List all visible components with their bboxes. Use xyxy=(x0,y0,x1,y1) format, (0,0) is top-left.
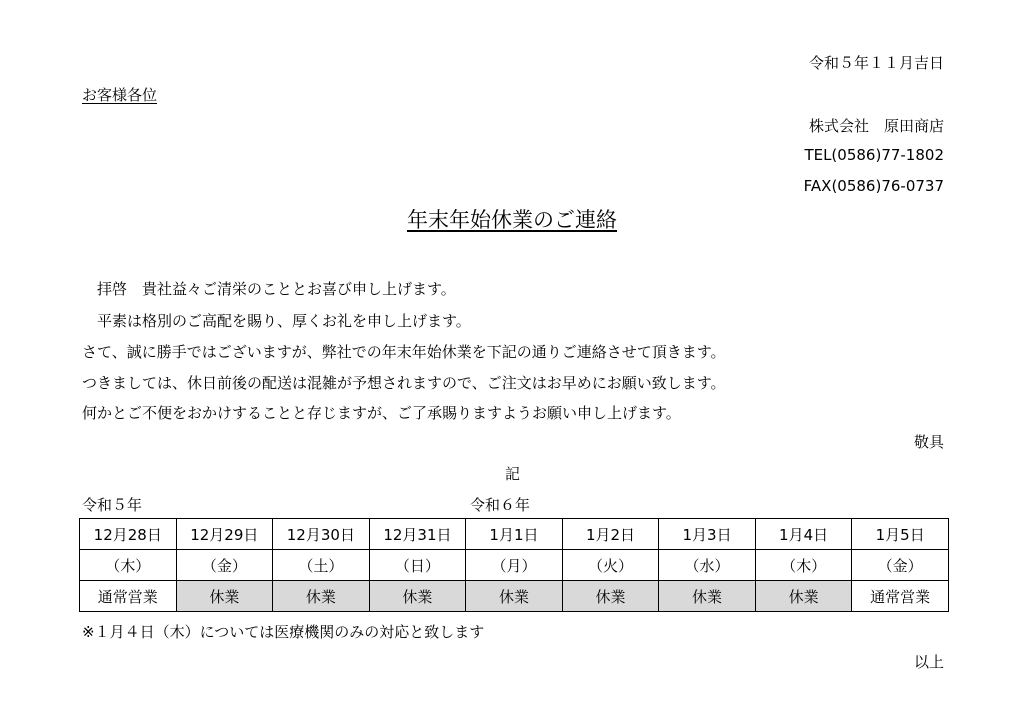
date-cell: 12月28日 xyxy=(80,519,177,550)
holiday-schedule-table xyxy=(79,518,949,612)
weekday-cell: （月） xyxy=(466,550,563,581)
company-name: 株式会社 原田商店 xyxy=(808,117,944,135)
company-tel: TEL(0586)77-1802 xyxy=(804,146,944,164)
weekday-cell: （金） xyxy=(852,550,949,581)
footnote: ※１月４日（木）については医療機関のみの対応と致します xyxy=(82,623,485,641)
year-label-left: 令和５年 xyxy=(82,496,143,514)
date-cell: 1月2日 xyxy=(562,519,659,550)
status-cell: 休業 xyxy=(273,581,370,612)
company-fax: FAX(0586)76-0737 xyxy=(803,177,944,195)
letter-date: 令和５年１１月吉日 xyxy=(808,54,944,72)
status-cell: 休業 xyxy=(755,581,852,612)
date-cell: 1月1日 xyxy=(466,519,563,550)
status-cell: 休業 xyxy=(659,581,756,612)
weekday-cell: （火） xyxy=(562,550,659,581)
schedule-weekday-row xyxy=(80,550,949,581)
addressee: お客様各位 xyxy=(82,86,158,104)
body-line-3: さて、誠に勝手ではございますが、弊社での年末年始休業を下記の通りご連絡させて頂きます。 xyxy=(82,343,726,361)
closing-keigu: 敬具 xyxy=(913,433,944,451)
status-cell: 通常営業 xyxy=(852,581,949,612)
year-label-right: 令和６年 xyxy=(470,496,531,514)
weekday-cell: （土） xyxy=(273,550,370,581)
date-cell: 1月5日 xyxy=(852,519,949,550)
closing-ijou: 以上 xyxy=(913,653,944,671)
weekday-cell: （水） xyxy=(659,550,756,581)
schedule-date-row xyxy=(80,519,949,550)
date-cell: 1月3日 xyxy=(659,519,756,550)
status-cell: 休業 xyxy=(369,581,466,612)
date-cell: 12月31日 xyxy=(369,519,466,550)
schedule-status-row xyxy=(80,581,949,612)
status-cell: 休業 xyxy=(176,581,273,612)
weekday-cell: （木） xyxy=(755,550,852,581)
body-line-2: 平素は格別のご高配を賜り、厚くお礼を申し上げます。 xyxy=(82,312,471,330)
weekday-cell: （金） xyxy=(176,550,273,581)
status-cell: 休業 xyxy=(466,581,563,612)
weekday-cell: （日） xyxy=(369,550,466,581)
ki-heading: 記 xyxy=(505,465,521,483)
date-cell: 1月4日 xyxy=(755,519,852,550)
status-cell: 通常営業 xyxy=(80,581,177,612)
date-cell: 12月29日 xyxy=(176,519,273,550)
body-line-5: 何かとご不便をおかけすることと存じますが、ご了承賜りますようお願い申し上げます。 xyxy=(82,404,681,422)
page-title: 年末年始休業のご連絡 xyxy=(407,208,617,232)
body-line-4: つきましては、休日前後の配送は混雑が予想されますので、ご注文はお早めにお願い致します。 xyxy=(82,374,726,392)
weekday-cell: （木） xyxy=(80,550,177,581)
status-cell: 休業 xyxy=(562,581,659,612)
date-cell: 12月30日 xyxy=(273,519,370,550)
body-line-1: 拝啓 貴社益々ご清栄のこととお喜び申し上げます。 xyxy=(82,280,456,298)
